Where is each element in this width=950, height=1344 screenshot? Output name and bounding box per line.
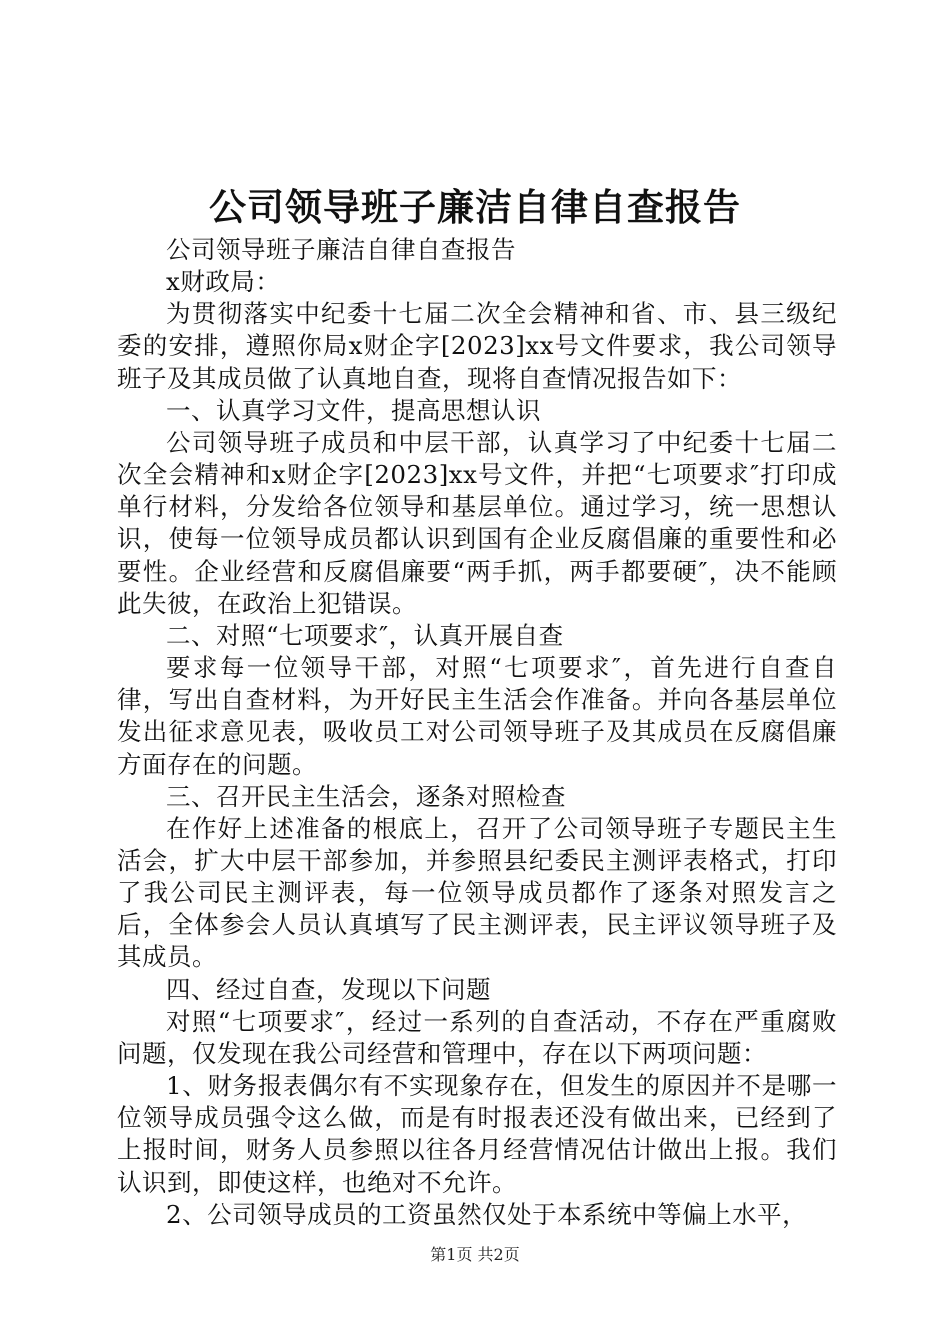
section-heading-1: 一、认真学习文件，提高思想认识 [166, 395, 541, 425]
section-heading-2: 二、对照“七项要求″，认真开展自查 [166, 620, 564, 650]
paragraph-section-4: 对照“七项要求″，经过一系列的自查活动，不存在严重腐败问题，仅发现在我公司经营和管理中，存在以下两项问题： [117, 1006, 837, 1068]
paragraph-section-1: 公司领导班子成员和中层干部，认真学习了中纪委十七届二次全会精神和x财企字[2023]xx号文件，并把“七项要求″打印成单行材料，分发给各位领导和基层单位。通过学习，统一思想认识，使每一位领导成员都认识到国有企业反腐倡廉的重要性和必要性。企业经营和反腐倡廉要“两手抓，两手都要硬″，决不能顾此失彼，在政治上犯错误。 [117, 427, 837, 618]
section-heading-4: 四、经过自查，发现以下问题 [166, 974, 491, 1004]
page-footer: 第1页 共2页 [430, 1245, 520, 1264]
paragraph-issue-2: 2、公司领导成员的工资虽然仅处于本系统中等偏上水平， [166, 1199, 808, 1229]
paragraph-section-3: 在作好上述准备的根底上，召开了公司领导班子专题民主生活会，扩大中层干部参加，并参照县纪委民主测评表格式，打印了我公司民主测评表，每一位领导成员都作了逐条对照发言之后，全体参会人员认真填写了民主测评表，民主评议领导班子及其成员。 [117, 813, 837, 972]
paragraph-subtitle: 公司领导班子廉洁自律自查报告 [166, 235, 516, 264]
document-title: 公司领导班子廉洁自律自查报告 [209, 186, 741, 229]
document-body [117, 234, 837, 1231]
paragraph-addressee: x财政局： [166, 267, 281, 297]
paragraph-section-2: 要求每一位领导干部，对照“七项要求″，首先进行自查自律，写出自查材料，为开好民主生活会作准备。并向各基层单位发出征求意见表，吸收员工对公司领导班子及其成员在反腐倡廉方面存在的问题。 [117, 653, 837, 779]
paragraph-intro: 为贯彻落实中纪委十七届二次全会精神和省、市、县三级纪委的安排，遵照你局x财企字[2023]xx号文件要求，我公司领导班子及其成员做了认真地自查，现将自查情况报告如下： [117, 299, 837, 393]
section-heading-3: 三、召开民主生活会，逐条对照检查 [166, 781, 566, 811]
paragraph-issue-1: 1、财务报表偶尔有不实现象存在，但发生的原因并不是哪一位领导成员强令这么做，而是有时报表还没有做出来，已经到了上报时间，财务人员参照以往各月经营情况估计做出上报。我们认识到，即使这样，也绝对不允许。 [117, 1071, 837, 1197]
